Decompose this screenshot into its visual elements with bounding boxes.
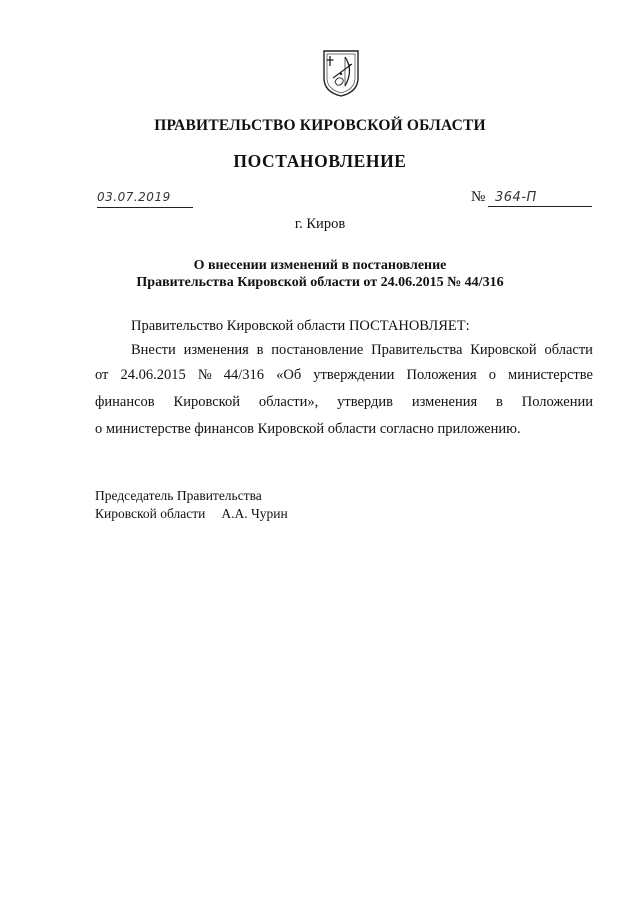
word: утвердив <box>337 394 393 410</box>
word: утверждении <box>313 367 395 383</box>
subject-line-1: О внесении изменений в постановление <box>193 258 447 273</box>
body-line-3 <box>95 394 593 414</box>
word: Положении <box>521 394 593 410</box>
number-sign: № <box>471 189 486 205</box>
word: 44/316 <box>223 367 265 383</box>
signatory-title-line-2 <box>95 505 288 523</box>
word: Внести <box>131 342 176 358</box>
word: области <box>544 342 593 358</box>
word: Кировской <box>470 342 537 358</box>
signatory-title-line-1: Председатель Правительства <box>95 488 262 503</box>
word: постановление <box>271 342 364 358</box>
body-line-4: о министерстве финансов Кировской области согласно приложению. <box>95 421 521 437</box>
word: изменения <box>183 342 249 358</box>
document-date-field <box>97 190 193 208</box>
word: в <box>496 394 503 410</box>
word: финансов <box>95 394 155 410</box>
document-subject <box>0 257 640 291</box>
body-line-1 <box>131 342 593 362</box>
signature-block <box>95 487 288 523</box>
document-type: ПОСТАНОВЛЕНИЕ <box>233 151 407 171</box>
word: в <box>256 342 264 358</box>
document-date: 03.07.2019 <box>97 190 171 204</box>
coat-of-arms <box>321 48 361 98</box>
word: Правительства <box>371 342 463 358</box>
word: от <box>95 367 109 383</box>
word: Кировской <box>173 394 240 410</box>
document-number: 364-П <box>495 190 537 205</box>
signatory-name: А.А. Чурин <box>221 506 288 521</box>
word: изменения <box>411 394 478 410</box>
word: № <box>197 367 212 383</box>
subject-line-2: Правительства Кировской области от 24.06.2015 № 44/316 <box>136 275 504 290</box>
word: 24.06.2015 <box>120 367 186 383</box>
organization-title: ПРАВИТЕЛЬСТВО КИРОВСКОЙ ОБЛАСТИ <box>154 117 486 134</box>
word: «Об <box>276 367 302 383</box>
body-line-2 <box>95 367 593 387</box>
word: министерстве <box>508 367 593 383</box>
city-name: г. Киров <box>294 216 346 232</box>
word: области», <box>258 394 319 410</box>
kirov-coat-of-arms-icon <box>321 48 361 98</box>
number-underline <box>488 190 592 207</box>
signatory-title-region: Кировской области <box>95 506 206 521</box>
document-number-field <box>471 189 593 208</box>
word: Положения <box>406 367 477 383</box>
word: о <box>488 367 496 383</box>
resolution-preamble: Правительство Кировской области ПОСТАНОВЛЯЕТ: <box>131 318 470 334</box>
